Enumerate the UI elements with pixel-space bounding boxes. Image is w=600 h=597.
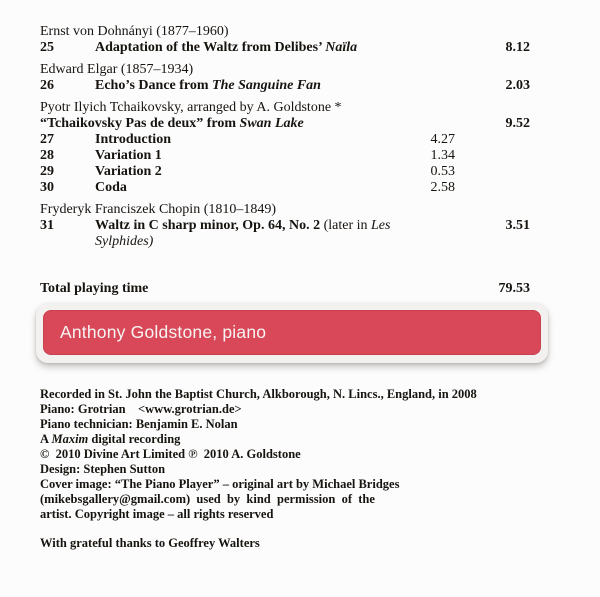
text-segment: (later in — [323, 218, 371, 233]
credit-line — [40, 477, 585, 492]
suite-row — [40, 116, 530, 132]
subtrack-duration: 1.34 — [430, 148, 455, 163]
composer-name — [40, 24, 530, 40]
track-duration — [455, 164, 530, 180]
text-segment: Design: Stephen Sutton — [40, 462, 166, 476]
text-segment: Swan Lake — [239, 116, 304, 131]
text-segment: The Sanguine Fan — [212, 78, 321, 93]
track-title — [95, 132, 403, 148]
track-number: 27 — [40, 132, 54, 147]
credits-section — [40, 387, 585, 551]
subtrack-duration — [403, 40, 455, 56]
text-segment: Variation 1 — [95, 148, 162, 163]
text-segment: Echo’s Dance from — [95, 78, 213, 93]
composer-row — [40, 100, 530, 116]
subtrack-row — [40, 132, 530, 148]
track-duration — [455, 132, 530, 148]
subtrack-row — [40, 164, 530, 180]
composer-row — [40, 202, 530, 218]
credit-line — [40, 507, 585, 522]
track-title — [95, 40, 403, 56]
text-segment: Piano technician: Benjamin E. Nolan — [40, 417, 238, 431]
text-segment: “Tchaikovsky Pas de deux” from — [40, 116, 240, 131]
credit-line — [40, 432, 585, 447]
text-segment: Naïla — [325, 40, 358, 55]
suite-title — [40, 116, 455, 132]
composer-name — [40, 100, 530, 116]
subtrack-duration: 2.58 — [430, 180, 455, 195]
text-segment: Fryderyk Franciszek Chopin (1810–1849) — [40, 202, 277, 217]
text-segment: Pyotr Ilyich Tchaikovsky, arranged by A. Goldstone * — [40, 100, 342, 115]
total-row — [40, 281, 530, 297]
track-title — [95, 78, 403, 94]
text-segment: A — [40, 432, 52, 446]
text-segment: Recorded in St. John the Baptist Church, Alkborough, N. Lincs., England, in 2008 — [40, 387, 477, 401]
text-segment: Adaptation of the Waltz from Delibes’ — [95, 40, 326, 55]
composer-name — [40, 62, 530, 78]
track-number: 25 — [40, 40, 54, 55]
text-segment: Ernst von Dohnányi (1877–1960) — [40, 24, 229, 39]
track-number: 31 — [40, 218, 54, 233]
credit-line — [40, 417, 585, 432]
artist-name: Anthony Goldstone, piano — [60, 322, 267, 342]
credit-line — [40, 447, 585, 462]
track-duration: 8.12 — [505, 40, 530, 55]
artist-banner — [43, 310, 541, 355]
track-title — [95, 218, 403, 250]
text-segment: Waltz in C sharp minor, Op. 64, No. 2 — [95, 218, 324, 233]
text-segment: Maxim — [51, 432, 89, 446]
track-row — [40, 40, 530, 56]
suite-duration: 9.52 — [505, 116, 530, 131]
artist-banner-card — [36, 303, 548, 363]
text-segment: Coda — [95, 180, 127, 195]
track-duration — [455, 180, 530, 196]
track-duration — [455, 148, 530, 164]
track-number: 30 — [40, 180, 54, 195]
subtrack-duration: 4.27 — [430, 132, 455, 147]
text-segment: artist. Copyright image – all rights reserved — [40, 507, 274, 521]
track-number: 26 — [40, 78, 54, 93]
text-segment: Variation 2 — [95, 164, 162, 179]
thanks-line: With grateful thanks to Geoffrey Walters — [40, 536, 260, 550]
total-time: 79.53 — [498, 281, 530, 296]
track-list — [40, 24, 530, 250]
composer-row — [40, 24, 530, 40]
credit-line — [40, 462, 585, 477]
composer-row — [40, 62, 530, 78]
track-title — [95, 180, 403, 196]
text-segment: Edward Elgar (1857–1934) — [40, 62, 194, 77]
subtrack-row — [40, 148, 530, 164]
track-row — [40, 218, 530, 250]
track-duration: 2.03 — [505, 78, 530, 93]
text-segment: digital recording — [88, 432, 181, 446]
track-duration: 3.51 — [505, 218, 530, 233]
text-segment: Cover image: “The Piano Player” – original art by Michael Bridges — [40, 477, 400, 491]
track-title — [95, 148, 403, 164]
track-row — [40, 78, 530, 94]
total-label: Total playing time — [40, 281, 149, 296]
credit-line — [40, 387, 585, 402]
track-title — [95, 164, 403, 180]
text-segment: Piano: Grotrian <www.grotrian.de> — [40, 402, 242, 416]
credit-line — [40, 402, 585, 417]
subtrack-duration — [403, 218, 455, 250]
text-segment: Introduction — [95, 132, 171, 147]
track-number: 29 — [40, 164, 54, 179]
subtrack-duration — [403, 78, 455, 94]
track-number: 28 — [40, 148, 54, 163]
text-segment: Les Sylphides) — [95, 218, 391, 249]
text-segment: (mikebsgallery@gmail.com) used by kind permission of the — [40, 492, 375, 506]
composer-name — [40, 202, 530, 218]
text-segment: © 2010 Divine Art Limited ℗ 2010 A. Goldstone — [40, 447, 301, 461]
credit-line — [40, 492, 585, 507]
subtrack-duration: 0.53 — [430, 164, 455, 179]
subtrack-row — [40, 180, 530, 196]
